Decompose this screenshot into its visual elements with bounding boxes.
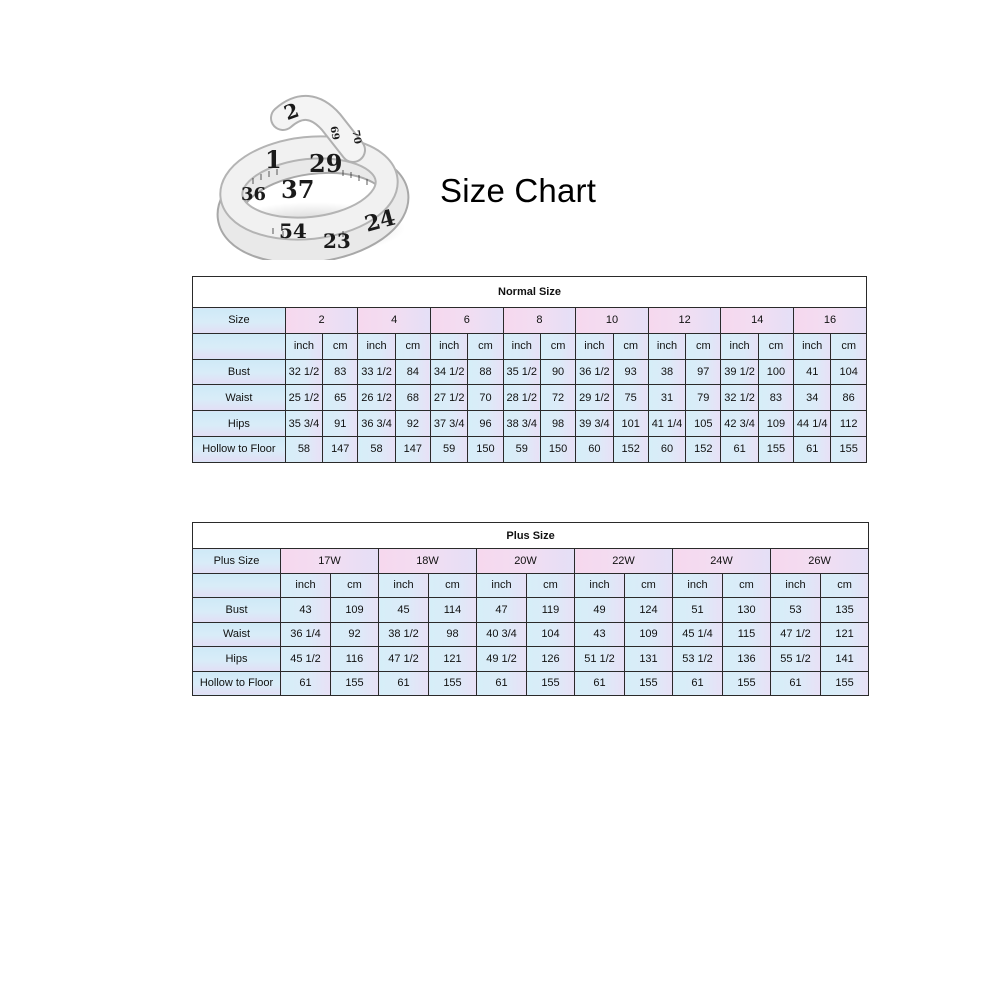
unit-cm-cell: cm xyxy=(686,333,721,359)
unit-inch-cell: inch xyxy=(794,333,831,359)
unit-row-label xyxy=(193,573,281,598)
table-row xyxy=(193,411,867,437)
page-title: Size Chart xyxy=(440,172,597,209)
value-cell: 152 xyxy=(686,436,721,462)
unit-inch-cell: inch xyxy=(771,573,821,598)
tape-number: 29 xyxy=(309,149,343,178)
value-cell: 47 xyxy=(477,598,527,623)
unit-inch-cell: inch xyxy=(285,333,322,359)
value-cell: 61 xyxy=(721,436,758,462)
unit-cm-cell: cm xyxy=(468,333,503,359)
value-cell: 45 1/2 xyxy=(281,647,331,672)
value-cell: 155 xyxy=(831,436,867,462)
table-caption: Normal Size xyxy=(193,277,867,308)
unit-cm-cell: cm xyxy=(323,333,358,359)
value-cell: 109 xyxy=(331,598,379,623)
unit-inch-cell: inch xyxy=(576,333,613,359)
tape-number: 54 xyxy=(279,219,307,243)
value-cell: 58 xyxy=(358,436,395,462)
value-cell: 84 xyxy=(395,359,430,385)
tape-number: 70 xyxy=(349,129,363,145)
value-cell: 68 xyxy=(395,385,430,411)
tape-number: 23 xyxy=(323,229,351,253)
size-header: 14 xyxy=(721,308,794,334)
table-caption-row xyxy=(193,277,867,308)
value-cell: 40 3/4 xyxy=(477,622,527,647)
value-cell: 114 xyxy=(429,598,477,623)
size-header: 20W xyxy=(477,549,575,574)
value-cell: 38 3/4 xyxy=(503,411,540,437)
row-label: Bust xyxy=(193,359,286,385)
value-cell: 59 xyxy=(503,436,540,462)
unit-inch-cell: inch xyxy=(477,573,527,598)
value-cell: 131 xyxy=(625,647,673,672)
value-cell: 51 xyxy=(673,598,723,623)
value-cell: 45 1/4 xyxy=(673,622,723,647)
unit-inch-cell: inch xyxy=(503,333,540,359)
value-cell: 36 3/4 xyxy=(358,411,395,437)
value-cell: 130 xyxy=(723,598,771,623)
value-cell: 49 1/2 xyxy=(477,647,527,672)
table-row xyxy=(193,359,867,385)
value-cell: 39 3/4 xyxy=(576,411,613,437)
size-header: 2 xyxy=(285,308,358,334)
value-cell: 61 xyxy=(281,671,331,696)
value-cell: 35 1/2 xyxy=(503,359,540,385)
value-cell: 61 xyxy=(794,436,831,462)
value-cell: 141 xyxy=(821,647,869,672)
value-cell: 121 xyxy=(429,647,477,672)
value-cell: 112 xyxy=(831,411,867,437)
unit-inch-cell: inch xyxy=(673,573,723,598)
table-row xyxy=(193,622,869,647)
size-header: 12 xyxy=(648,308,721,334)
table-row xyxy=(193,647,869,672)
row-label: Hollow to Floor xyxy=(193,436,286,462)
size-header: 8 xyxy=(503,308,576,334)
value-cell: 70 xyxy=(468,385,503,411)
value-cell: 109 xyxy=(758,411,793,437)
value-cell: 36 1/2 xyxy=(576,359,613,385)
value-cell: 61 xyxy=(575,671,625,696)
size-label: Plus Size xyxy=(193,549,281,574)
value-cell: 152 xyxy=(613,436,648,462)
tape-number: 69 xyxy=(327,125,341,141)
value-cell: 43 xyxy=(575,622,625,647)
value-cell: 83 xyxy=(323,359,358,385)
table-caption-row xyxy=(193,523,869,549)
value-cell: 47 1/2 xyxy=(379,647,429,672)
size-header: 26W xyxy=(771,549,869,574)
value-cell: 59 xyxy=(431,436,468,462)
value-cell: 72 xyxy=(540,385,575,411)
unit-cm-cell: cm xyxy=(527,573,575,598)
value-cell: 96 xyxy=(468,411,503,437)
unit-cm-cell: cm xyxy=(831,333,867,359)
size-header: 4 xyxy=(358,308,431,334)
value-cell: 124 xyxy=(625,598,673,623)
value-cell: 36 1/4 xyxy=(281,622,331,647)
value-cell: 150 xyxy=(468,436,503,462)
tape-number: 24 xyxy=(361,204,399,238)
value-cell: 155 xyxy=(331,671,379,696)
value-cell: 51 1/2 xyxy=(575,647,625,672)
value-cell: 90 xyxy=(540,359,575,385)
value-cell: 53 xyxy=(771,598,821,623)
table-row xyxy=(193,385,867,411)
value-cell: 39 1/2 xyxy=(721,359,758,385)
value-cell: 147 xyxy=(395,436,430,462)
value-cell: 97 xyxy=(686,359,721,385)
value-cell: 155 xyxy=(527,671,575,696)
unit-cm-cell: cm xyxy=(821,573,869,598)
value-cell: 150 xyxy=(540,436,575,462)
value-cell: 91 xyxy=(323,411,358,437)
size-header-row xyxy=(193,549,869,574)
value-cell: 136 xyxy=(723,647,771,672)
value-cell: 92 xyxy=(395,411,430,437)
unit-header-row xyxy=(193,573,869,598)
value-cell: 43 xyxy=(281,598,331,623)
value-cell: 38 xyxy=(648,359,685,385)
row-label: Hollow to Floor xyxy=(193,671,281,696)
value-cell: 155 xyxy=(429,671,477,696)
unit-cm-cell: cm xyxy=(613,333,648,359)
value-cell: 34 xyxy=(794,385,831,411)
value-cell: 83 xyxy=(758,385,793,411)
value-cell: 109 xyxy=(625,622,673,647)
value-cell: 60 xyxy=(648,436,685,462)
unit-cm-cell: cm xyxy=(723,573,771,598)
row-label: Waist xyxy=(193,385,286,411)
unit-inch-cell: inch xyxy=(358,333,395,359)
value-cell: 101 xyxy=(613,411,648,437)
table-row xyxy=(193,436,867,462)
table-row xyxy=(193,671,869,696)
size-header: 18W xyxy=(379,549,477,574)
value-cell: 104 xyxy=(831,359,867,385)
value-cell: 98 xyxy=(429,622,477,647)
value-cell: 92 xyxy=(331,622,379,647)
size-header: 22W xyxy=(575,549,673,574)
unit-cm-cell: cm xyxy=(540,333,575,359)
unit-cm-cell: cm xyxy=(758,333,793,359)
value-cell: 155 xyxy=(723,671,771,696)
value-cell: 29 1/2 xyxy=(576,385,613,411)
table-row xyxy=(193,598,869,623)
value-cell: 121 xyxy=(821,622,869,647)
value-cell: 34 1/2 xyxy=(431,359,468,385)
unit-inch-cell: inch xyxy=(431,333,468,359)
unit-cm-cell: cm xyxy=(429,573,477,598)
value-cell: 61 xyxy=(673,671,723,696)
value-cell: 155 xyxy=(758,436,793,462)
value-cell: 100 xyxy=(758,359,793,385)
value-cell: 31 xyxy=(648,385,685,411)
size-header: 16 xyxy=(794,308,867,334)
unit-header-row xyxy=(193,333,867,359)
value-cell: 61 xyxy=(379,671,429,696)
size-header: 17W xyxy=(281,549,379,574)
value-cell: 104 xyxy=(527,622,575,647)
value-cell: 115 xyxy=(723,622,771,647)
row-label: Hips xyxy=(193,411,286,437)
unit-cm-cell: cm xyxy=(625,573,673,598)
size-header-row xyxy=(193,308,867,334)
tape-number: 1 xyxy=(265,145,282,174)
value-cell: 49 xyxy=(575,598,625,623)
normal-size-table xyxy=(192,276,867,463)
unit-inch-cell: inch xyxy=(575,573,625,598)
row-label: Hips xyxy=(193,647,281,672)
value-cell: 45 xyxy=(379,598,429,623)
value-cell: 119 xyxy=(527,598,575,623)
value-cell: 88 xyxy=(468,359,503,385)
value-cell: 86 xyxy=(831,385,867,411)
row-label: Bust xyxy=(193,598,281,623)
size-label: Size xyxy=(193,308,286,334)
unit-inch-cell: inch xyxy=(721,333,758,359)
value-cell: 27 1/2 xyxy=(431,385,468,411)
value-cell: 26 1/2 xyxy=(358,385,395,411)
value-cell: 53 1/2 xyxy=(673,647,723,672)
value-cell: 93 xyxy=(613,359,648,385)
tape-number: 36 xyxy=(241,184,267,205)
value-cell: 35 3/4 xyxy=(285,411,322,437)
value-cell: 32 1/2 xyxy=(721,385,758,411)
table-caption: Plus Size xyxy=(193,523,869,549)
value-cell: 41 xyxy=(794,359,831,385)
value-cell: 55 1/2 xyxy=(771,647,821,672)
unit-row-label xyxy=(193,333,286,359)
value-cell: 65 xyxy=(323,385,358,411)
value-cell: 25 1/2 xyxy=(285,385,322,411)
unit-inch-cell: inch xyxy=(379,573,429,598)
unit-inch-cell: inch xyxy=(281,573,331,598)
value-cell: 98 xyxy=(540,411,575,437)
value-cell: 58 xyxy=(285,436,322,462)
plus-size-table xyxy=(192,522,869,696)
value-cell: 79 xyxy=(686,385,721,411)
value-cell: 61 xyxy=(477,671,527,696)
value-cell: 33 1/2 xyxy=(358,359,395,385)
value-cell: 61 xyxy=(771,671,821,696)
value-cell: 155 xyxy=(821,671,869,696)
value-cell: 47 1/2 xyxy=(771,622,821,647)
tape-number: 37 xyxy=(281,175,315,204)
value-cell: 147 xyxy=(323,436,358,462)
value-cell: 41 1/4 xyxy=(648,411,685,437)
unit-inch-cell: inch xyxy=(648,333,685,359)
value-cell: 155 xyxy=(625,671,673,696)
measuring-tape-image xyxy=(213,88,413,260)
tape-number: 2 xyxy=(280,97,302,126)
value-cell: 135 xyxy=(821,598,869,623)
value-cell: 42 3/4 xyxy=(721,411,758,437)
value-cell: 126 xyxy=(527,647,575,672)
value-cell: 105 xyxy=(686,411,721,437)
value-cell: 60 xyxy=(576,436,613,462)
value-cell: 44 1/4 xyxy=(794,411,831,437)
size-header: 24W xyxy=(673,549,771,574)
value-cell: 32 1/2 xyxy=(285,359,322,385)
value-cell: 116 xyxy=(331,647,379,672)
unit-cm-cell: cm xyxy=(395,333,430,359)
size-header: 6 xyxy=(431,308,504,334)
value-cell: 37 3/4 xyxy=(431,411,468,437)
value-cell: 28 1/2 xyxy=(503,385,540,411)
row-label: Waist xyxy=(193,622,281,647)
size-header: 10 xyxy=(576,308,649,334)
value-cell: 75 xyxy=(613,385,648,411)
value-cell: 38 1/2 xyxy=(379,622,429,647)
unit-cm-cell: cm xyxy=(331,573,379,598)
